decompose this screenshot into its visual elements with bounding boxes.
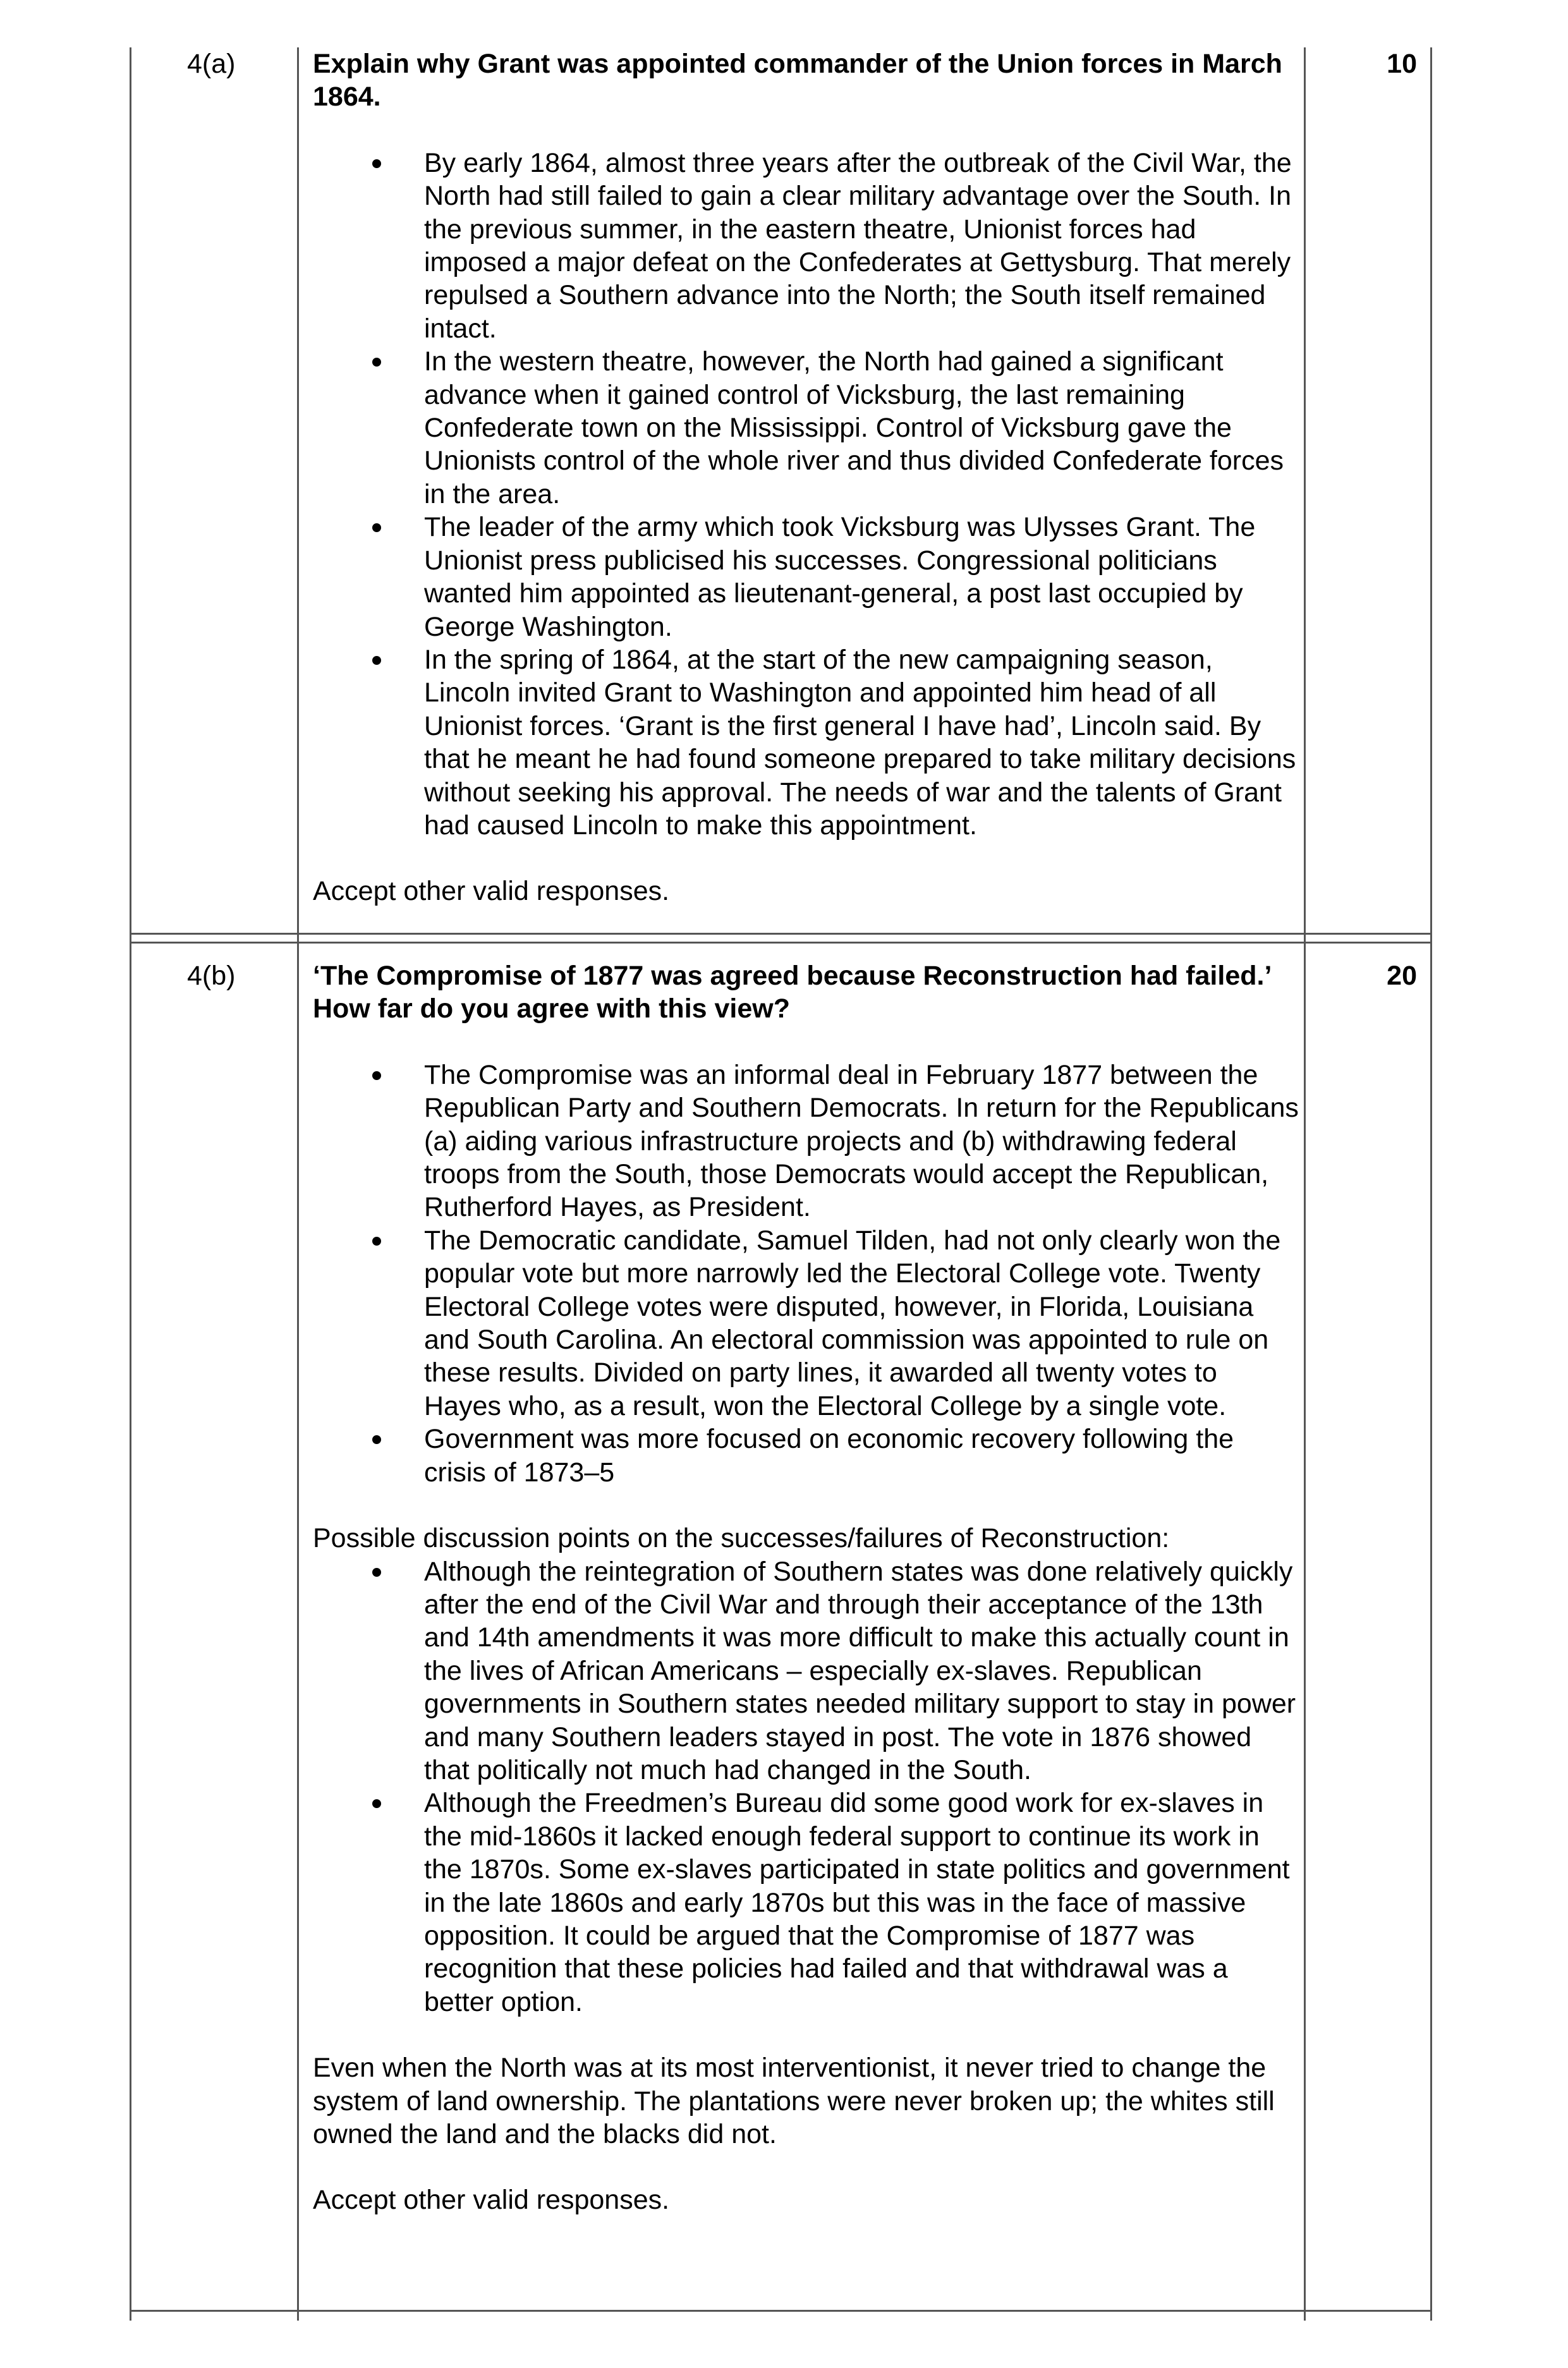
table-border-right [1430,47,1432,2321]
bullet-icon [372,1568,381,1577]
table-border-left [130,47,131,2321]
discussion-intro: Possible discussion points on the successes/failures of Reconstruction: [313,1523,1170,1554]
row-divider-bottom [130,942,1432,944]
question-marks: 20 [1387,961,1417,991]
discussion-bullet-list [313,1555,1299,2019]
list-item: Although the Freedmen’s Bureau did some good work for ex-slaves in the mid-1860s it lacked enough federal support to continue its work in the 1870s. Some ex-slaves participated in state politics and government in the late 1860s and early 1870s but this was in the face of massive opposition. It could be argued that the Compromise of 1877 was recognition that these policies had failed and that withdrawal was a better option. [313,1787,1299,2019]
table-border-col2 [1304,47,1306,2321]
list-item: The Compromise was an informal deal in February 1877 between the Republican Party and Southern Democrats. In return for the Republicans (a) aiding various infrastructure projects and (b) withdrawing federal troops from the South, those Democrats would accept the Republican, Rutherford Hayes, as President. [313,1059,1299,1224]
answer-bullet-list [313,147,1299,842]
bullet-icon [372,1237,381,1246]
list-item: By early 1864, almost three years after the outbreak of the Civil War, the North had still failed to gain a clear military advantage over the South. In the previous summer, in the eastern theatre, Unionist forces had imposed a major defeat on the Confederates at Gettysburg. That merely repulsed a Southern advance into the North; the South itself remained intact. [313,147,1299,345]
answer-bullet-list [313,1059,1299,1489]
question-text: ‘The Compromise of 1877 was agreed because Reconstruction had failed.’ How far do you agree with this view? [313,961,1271,1024]
question-number: 4(b) [187,961,236,991]
row-divider-top [130,933,1432,935]
list-item: Although the reintegration of Southern states was done relatively quickly after the end of the Civil War and through their acceptance of the 13th and 14th amendments it was more difficult to make this actually count in the lives of African Americans – especially ex-slaves. Republican governments in Southern states needed military support to stay in power and many Southern leaders stayed in post. The vote in 1876 showed that politically not much had changed in the South. [313,1555,1299,1787]
bullet-icon [372,358,381,367]
list-item: Government was more focused on economic recovery following the crisis of 1873–5 [313,1423,1299,1489]
question-number: 4(a) [187,49,236,79]
bullet-icon [372,1799,381,1808]
bullet-icon [372,656,381,665]
list-item: In the spring of 1864, at the start of the new campaigning season, Lincoln invited Grant to Washington and appointed him head of all Unionist forces. ‘Grant is the first general I have had’, Lincoln said. By that he meant he had found someone prepared to take military decisions without seeking his approval. The needs of war and the talents of Grant had caused Lincoln to make this appointment. [313,643,1299,842]
bullet-icon [372,1071,381,1080]
body-paragraph: Even when the North was at its most interventionist, it never tried to change the system of land ownership. The plantations were never broken up; the whites still owned the land and the blacks did not. [313,2053,1275,2149]
question-marks: 10 [1387,49,1417,79]
question-text: Explain why Grant was appointed commander of the Union forces in March 1864. [313,49,1282,112]
table-border-col1 [297,47,299,2321]
closing-note: Accept other valid responses. [313,876,670,907]
answer-cell-4a [313,47,1299,908]
bullet-icon [372,1435,381,1444]
bullet-icon [372,159,381,168]
list-item: In the western theatre, however, the North had gained a significant advance when it gained control of Vicksburg, the last remaining Confederate town on the Mississippi. Control of Vicksburg gave the Unionists control of the whole river and thus divided Confederate forces in the area. [313,345,1299,511]
bullet-icon [372,523,381,532]
answer-cell-4b [313,959,1299,2217]
closing-note: Accept other valid responses. [313,2185,670,2216]
list-item: The leader of the army which took Vicksburg was Ulysses Grant. The Unionist press publicised his successes. Congressional politicians wanted him appointed as lieutenant-general, a post last occupied by George Washington. [313,511,1299,643]
table-border-bottom [130,2310,1432,2312]
list-item: The Democratic candidate, Samuel Tilden, had not only clearly won the popular vote but more narrowly led the Electoral College vote. Twenty Electoral College votes were disputed, however, in Florida, Louisiana and South Carolina. An electoral commission was appointed to rule on these results. Divided on party lines, it awarded all twenty votes to Hayes who, as a result, won the Electoral College by a single vote. [313,1224,1299,1423]
